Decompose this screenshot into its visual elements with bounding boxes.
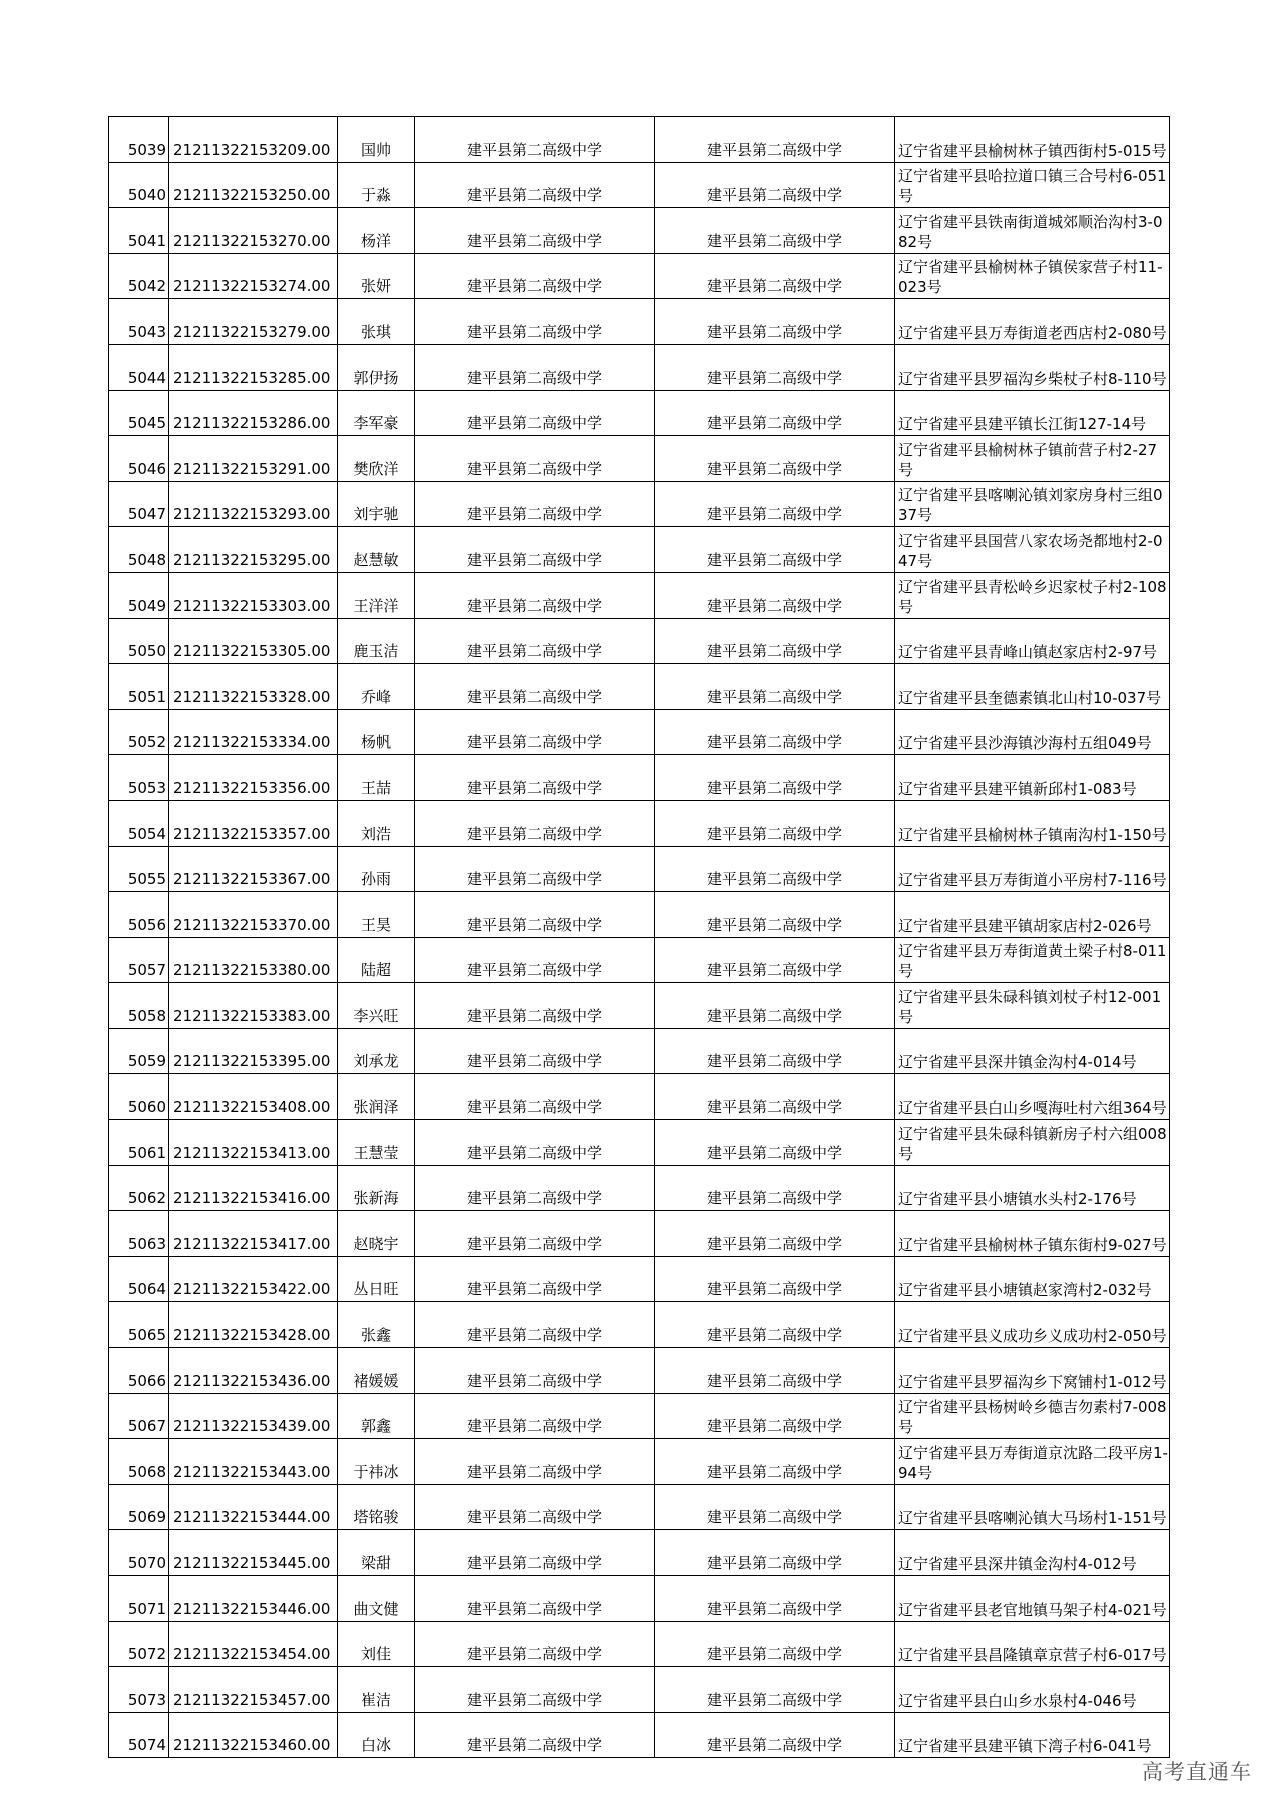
seq-number: 5066 <box>109 1348 169 1394</box>
school-name-secondary: 建平县第二高级中学 <box>655 1530 895 1576</box>
home-address: 辽宁省建平县深井镇金沟村4-014号 <box>895 1028 1170 1074</box>
candidate-id: 21211322153439.00 <box>169 1393 338 1439</box>
home-address: 辽宁省建平县建平镇长江街127-14号 <box>895 390 1170 436</box>
candidate-id: 21211322153286.00 <box>169 390 338 436</box>
student-name: 王喆 <box>338 755 415 801</box>
school-name: 建平县第二高级中学 <box>415 572 655 618</box>
school-name: 建平县第二高级中学 <box>415 1165 655 1211</box>
home-address: 辽宁省建平县榆树林子镇东街村9-027号 <box>895 1211 1170 1257</box>
home-address: 辽宁省建平县榆树林子镇侯家营子村11-023号 <box>895 253 1170 299</box>
table-row <box>109 755 1170 801</box>
school-name: 建平县第二高级中学 <box>415 1211 655 1257</box>
school-name: 建平县第二高级中学 <box>415 1302 655 1348</box>
school-name-secondary: 建平县第二高级中学 <box>655 1576 895 1622</box>
student-name: 乔峰 <box>338 664 415 710</box>
table-row <box>109 117 1170 163</box>
school-name: 建平县第二高级中学 <box>415 344 655 390</box>
student-name: 曲文健 <box>338 1576 415 1622</box>
student-name: 杨洋 <box>338 208 415 254</box>
school-name-secondary: 建平县第二高级中学 <box>655 162 895 208</box>
table-row <box>109 937 1170 983</box>
candidate-id: 21211322153428.00 <box>169 1302 338 1348</box>
seq-number: 5055 <box>109 846 169 892</box>
table-row <box>109 1074 1170 1120</box>
student-name: 国帅 <box>338 117 415 163</box>
home-address: 辽宁省建平县朱碌科镇新房子村六组008号 <box>895 1120 1170 1166</box>
table-row <box>109 299 1170 345</box>
school-name: 建平县第二高级中学 <box>415 117 655 163</box>
school-name: 建平县第二高级中学 <box>415 1074 655 1120</box>
school-name: 建平县第二高级中学 <box>415 892 655 938</box>
table-row <box>109 1621 1170 1667</box>
school-name-secondary: 建平县第二高级中学 <box>655 117 895 163</box>
candidate-id: 21211322153445.00 <box>169 1530 338 1576</box>
seq-number: 5061 <box>109 1120 169 1166</box>
school-name: 建平县第二高级中学 <box>415 1120 655 1166</box>
school-name: 建平县第二高级中学 <box>415 1393 655 1439</box>
school-name: 建平县第二高级中学 <box>415 436 655 482</box>
school-name-secondary: 建平县第二高级中学 <box>655 208 895 254</box>
school-name-secondary: 建平县第二高级中学 <box>655 344 895 390</box>
school-name-secondary: 建平县第二高级中学 <box>655 527 895 573</box>
home-address: 辽宁省建平县罗福沟乡下窝铺村1-012号 <box>895 1348 1170 1394</box>
home-address: 辽宁省建平县万寿街道小平房村7-116号 <box>895 846 1170 892</box>
table-row <box>109 527 1170 573</box>
student-name: 张润泽 <box>338 1074 415 1120</box>
home-address: 辽宁省建平县杨树岭乡德吉勿素村7-008号 <box>895 1393 1170 1439</box>
seq-number: 5065 <box>109 1302 169 1348</box>
home-address: 辽宁省建平县罗福沟乡柴杖子村8-110号 <box>895 344 1170 390</box>
seq-number: 5057 <box>109 937 169 983</box>
home-address: 辽宁省建平县建平镇下湾子村6-041号 <box>895 1712 1170 1758</box>
student-name: 褚媛媛 <box>338 1348 415 1394</box>
table-row <box>109 1484 1170 1530</box>
school-name: 建平县第二高级中学 <box>415 1484 655 1530</box>
student-name: 王昊 <box>338 892 415 938</box>
student-name: 杨帆 <box>338 709 415 755</box>
seq-number: 5069 <box>109 1484 169 1530</box>
school-name-secondary: 建平县第二高级中学 <box>655 755 895 801</box>
table-row <box>109 709 1170 755</box>
student-name: 刘宇驰 <box>338 481 415 527</box>
school-name-secondary: 建平县第二高级中学 <box>655 664 895 710</box>
school-name: 建平县第二高级中学 <box>415 664 655 710</box>
candidate-id: 21211322153328.00 <box>169 664 338 710</box>
home-address: 辽宁省建平县哈拉道口镇三合号村6-051号 <box>895 162 1170 208</box>
candidate-id: 21211322153370.00 <box>169 892 338 938</box>
student-name: 李军豪 <box>338 390 415 436</box>
home-address: 辽宁省建平县沙海镇沙海村五组049号 <box>895 709 1170 755</box>
school-name-secondary: 建平县第二高级中学 <box>655 1712 895 1758</box>
candidate-id: 21211322153408.00 <box>169 1074 338 1120</box>
school-name: 建平县第二高级中学 <box>415 390 655 436</box>
home-address: 辽宁省建平县国营八家农场尧都地村2-047号 <box>895 527 1170 573</box>
home-address: 辽宁省建平县万寿街道京沈路二段平房1-94号 <box>895 1439 1170 1485</box>
home-address: 辽宁省建平县喀喇沁镇大马场村1-151号 <box>895 1484 1170 1530</box>
candidate-id: 21211322153380.00 <box>169 937 338 983</box>
school-name: 建平县第二高级中学 <box>415 1712 655 1758</box>
candidate-id: 21211322153285.00 <box>169 344 338 390</box>
school-name-secondary: 建平县第二高级中学 <box>655 1256 895 1302</box>
student-name: 赵慧敏 <box>338 527 415 573</box>
student-name: 孙雨 <box>338 846 415 892</box>
school-name: 建平县第二高级中学 <box>415 709 655 755</box>
home-address: 辽宁省建平县万寿街道黄土梁子村8-011号 <box>895 937 1170 983</box>
candidate-id: 21211322153395.00 <box>169 1028 338 1074</box>
candidate-id: 21211322153250.00 <box>169 162 338 208</box>
table-row <box>109 1302 1170 1348</box>
school-name-secondary: 建平县第二高级中学 <box>655 800 895 846</box>
school-name: 建平县第二高级中学 <box>415 983 655 1029</box>
candidate-id: 21211322153446.00 <box>169 1576 338 1622</box>
school-name: 建平县第二高级中学 <box>415 846 655 892</box>
home-address: 辽宁省建平县小塘镇水头村2-176号 <box>895 1165 1170 1211</box>
candidate-id: 21211322153303.00 <box>169 572 338 618</box>
candidate-id: 21211322153357.00 <box>169 800 338 846</box>
student-name: 樊欣洋 <box>338 436 415 482</box>
student-name: 李兴旺 <box>338 983 415 1029</box>
school-name-secondary: 建平县第二高级中学 <box>655 1484 895 1530</box>
school-name-secondary: 建平县第二高级中学 <box>655 709 895 755</box>
seq-number: 5059 <box>109 1028 169 1074</box>
seq-number: 5050 <box>109 618 169 664</box>
student-name: 张鑫 <box>338 1302 415 1348</box>
school-name-secondary: 建平县第二高级中学 <box>655 618 895 664</box>
table-row <box>109 1530 1170 1576</box>
seq-number: 5062 <box>109 1165 169 1211</box>
table-row <box>109 983 1170 1029</box>
school-name-secondary: 建平县第二高级中学 <box>655 572 895 618</box>
candidate-id: 21211322153413.00 <box>169 1120 338 1166</box>
school-name: 建平县第二高级中学 <box>415 618 655 664</box>
candidate-id: 21211322153295.00 <box>169 527 338 573</box>
candidate-id: 21211322153291.00 <box>169 436 338 482</box>
candidate-id: 21211322153367.00 <box>169 846 338 892</box>
student-name: 陆超 <box>338 937 415 983</box>
seq-number: 5074 <box>109 1712 169 1758</box>
student-name: 于淼 <box>338 162 415 208</box>
seq-number: 5064 <box>109 1256 169 1302</box>
school-name-secondary: 建平县第二高级中学 <box>655 1211 895 1257</box>
school-name: 建平县第二高级中学 <box>415 1621 655 1667</box>
student-table <box>108 116 1170 1758</box>
student-name: 张新海 <box>338 1165 415 1211</box>
candidate-id: 21211322153443.00 <box>169 1439 338 1485</box>
school-name: 建平县第二高级中学 <box>415 800 655 846</box>
school-name-secondary: 建平县第二高级中学 <box>655 299 895 345</box>
home-address: 辽宁省建平县小塘镇赵家湾村2-032号 <box>895 1256 1170 1302</box>
school-name-secondary: 建平县第二高级中学 <box>655 481 895 527</box>
student-name: 鹿玉洁 <box>338 618 415 664</box>
candidate-id: 21211322153416.00 <box>169 1165 338 1211</box>
home-address: 辽宁省建平县万寿街道老西店村2-080号 <box>895 299 1170 345</box>
table-row <box>109 344 1170 390</box>
home-address: 辽宁省建平县青松岭乡迟家杖子村2-108号 <box>895 572 1170 618</box>
seq-number: 5053 <box>109 755 169 801</box>
school-name: 建平县第二高级中学 <box>415 208 655 254</box>
seq-number: 5046 <box>109 436 169 482</box>
table-row <box>109 1576 1170 1622</box>
table-row <box>109 846 1170 892</box>
table-row <box>109 481 1170 527</box>
table-row <box>109 1211 1170 1257</box>
school-name-secondary: 建平县第二高级中学 <box>655 983 895 1029</box>
school-name: 建平县第二高级中学 <box>415 299 655 345</box>
table-row <box>109 1120 1170 1166</box>
student-name: 王慧莹 <box>338 1120 415 1166</box>
seq-number: 5060 <box>109 1074 169 1120</box>
candidate-id: 21211322153454.00 <box>169 1621 338 1667</box>
seq-number: 5048 <box>109 527 169 573</box>
school-name-secondary: 建平县第二高级中学 <box>655 846 895 892</box>
school-name-secondary: 建平县第二高级中学 <box>655 892 895 938</box>
candidate-id: 21211322153460.00 <box>169 1712 338 1758</box>
school-name: 建平县第二高级中学 <box>415 1256 655 1302</box>
table-row <box>109 253 1170 299</box>
student-name: 崔洁 <box>338 1667 415 1713</box>
student-name: 刘承龙 <box>338 1028 415 1074</box>
candidate-id: 21211322153334.00 <box>169 709 338 755</box>
student-name: 郭伊扬 <box>338 344 415 390</box>
candidate-id: 21211322153305.00 <box>169 618 338 664</box>
table-row <box>109 618 1170 664</box>
candidate-id: 21211322153279.00 <box>169 299 338 345</box>
home-address: 辽宁省建平县朱碌科镇刘杖子村12-001号 <box>895 983 1170 1029</box>
candidate-id: 21211322153457.00 <box>169 1667 338 1713</box>
student-name: 郭鑫 <box>338 1393 415 1439</box>
student-name: 丛日旺 <box>338 1256 415 1302</box>
home-address: 辽宁省建平县老官地镇马架子村4-021号 <box>895 1576 1170 1622</box>
table-row <box>109 572 1170 618</box>
seq-number: 5051 <box>109 664 169 710</box>
seq-number: 5039 <box>109 117 169 163</box>
seq-number: 5067 <box>109 1393 169 1439</box>
table-row <box>109 162 1170 208</box>
school-name-secondary: 建平县第二高级中学 <box>655 1074 895 1120</box>
school-name: 建平县第二高级中学 <box>415 1576 655 1622</box>
seq-number: 5044 <box>109 344 169 390</box>
table-row <box>109 436 1170 482</box>
table-row <box>109 892 1170 938</box>
home-address: 辽宁省建平县奎德素镇北山村10-037号 <box>895 664 1170 710</box>
school-name: 建平县第二高级中学 <box>415 937 655 983</box>
candidate-id: 21211322153436.00 <box>169 1348 338 1394</box>
table-row <box>109 1165 1170 1211</box>
school-name: 建平县第二高级中学 <box>415 162 655 208</box>
school-name-secondary: 建平县第二高级中学 <box>655 390 895 436</box>
candidate-id: 21211322153417.00 <box>169 1211 338 1257</box>
seq-number: 5072 <box>109 1621 169 1667</box>
seq-number: 5068 <box>109 1439 169 1485</box>
school-name-secondary: 建平县第二高级中学 <box>655 1302 895 1348</box>
seq-number: 5040 <box>109 162 169 208</box>
candidate-id: 21211322153270.00 <box>169 208 338 254</box>
school-name-secondary: 建平县第二高级中学 <box>655 937 895 983</box>
school-name: 建平县第二高级中学 <box>415 527 655 573</box>
school-name-secondary: 建平县第二高级中学 <box>655 1028 895 1074</box>
school-name: 建平县第二高级中学 <box>415 1530 655 1576</box>
school-name: 建平县第二高级中学 <box>415 1028 655 1074</box>
seq-number: 5073 <box>109 1667 169 1713</box>
seq-number: 5042 <box>109 253 169 299</box>
school-name: 建平县第二高级中学 <box>415 253 655 299</box>
student-name: 塔铭骏 <box>338 1484 415 1530</box>
watermark: 高考直通车 <box>1142 1760 1252 1784</box>
home-address: 辽宁省建平县义成功乡义成功村2-050号 <box>895 1302 1170 1348</box>
seq-number: 5063 <box>109 1211 169 1257</box>
school-name: 建平县第二高级中学 <box>415 1667 655 1713</box>
seq-number: 5045 <box>109 390 169 436</box>
home-address: 辽宁省建平县喀喇沁镇刘家房身村三组037号 <box>895 481 1170 527</box>
candidate-id: 21211322153444.00 <box>169 1484 338 1530</box>
seq-number: 5056 <box>109 892 169 938</box>
school-name-secondary: 建平县第二高级中学 <box>655 1667 895 1713</box>
school-name: 建平县第二高级中学 <box>415 1348 655 1394</box>
student-name: 刘佳 <box>338 1621 415 1667</box>
home-address: 辽宁省建平县铁南街道城郊顺治沟村3-082号 <box>895 208 1170 254</box>
student-name: 王洋洋 <box>338 572 415 618</box>
table-row <box>109 1348 1170 1394</box>
student-name: 梁甜 <box>338 1530 415 1576</box>
seq-number: 5058 <box>109 983 169 1029</box>
school-name-secondary: 建平县第二高级中学 <box>655 1120 895 1166</box>
school-name: 建平县第二高级中学 <box>415 755 655 801</box>
seq-number: 5043 <box>109 299 169 345</box>
student-name: 张琪 <box>338 299 415 345</box>
home-address: 辽宁省建平县榆树林子镇前营子村2-27号 <box>895 436 1170 482</box>
school-name-secondary: 建平县第二高级中学 <box>655 1165 895 1211</box>
seq-number: 5052 <box>109 709 169 755</box>
table-row <box>109 664 1170 710</box>
home-address: 辽宁省建平县深井镇金沟村4-012号 <box>895 1530 1170 1576</box>
candidate-id: 21211322153274.00 <box>169 253 338 299</box>
school-name-secondary: 建平县第二高级中学 <box>655 1348 895 1394</box>
home-address: 辽宁省建平县白山乡嘎海吐村六组364号 <box>895 1074 1170 1120</box>
table-row <box>109 1712 1170 1758</box>
student-name: 赵晓宇 <box>338 1211 415 1257</box>
home-address: 辽宁省建平县昌隆镇章京营子村6-017号 <box>895 1621 1170 1667</box>
table-row <box>109 1667 1170 1713</box>
table-row <box>109 1028 1170 1074</box>
candidate-id: 21211322153293.00 <box>169 481 338 527</box>
home-address: 辽宁省建平县建平镇胡家店村2-026号 <box>895 892 1170 938</box>
school-name-secondary: 建平县第二高级中学 <box>655 436 895 482</box>
table-row <box>109 390 1170 436</box>
candidate-id: 21211322153383.00 <box>169 983 338 1029</box>
table-row <box>109 800 1170 846</box>
home-address: 辽宁省建平县青峰山镇赵家店村2-97号 <box>895 618 1170 664</box>
table-row <box>109 1393 1170 1439</box>
table-row <box>109 1256 1170 1302</box>
table-row <box>109 1439 1170 1485</box>
seq-number: 5071 <box>109 1576 169 1622</box>
seq-number: 5041 <box>109 208 169 254</box>
home-address: 辽宁省建平县榆树林子镇南沟村1-150号 <box>895 800 1170 846</box>
candidate-id: 21211322153356.00 <box>169 755 338 801</box>
home-address: 辽宁省建平县建平镇新邱村1-083号 <box>895 755 1170 801</box>
school-name-secondary: 建平县第二高级中学 <box>655 1621 895 1667</box>
candidate-id: 21211322153422.00 <box>169 1256 338 1302</box>
candidate-id: 21211322153209.00 <box>169 117 338 163</box>
seq-number: 5070 <box>109 1530 169 1576</box>
school-name: 建平县第二高级中学 <box>415 1439 655 1485</box>
seq-number: 5054 <box>109 800 169 846</box>
student-name: 刘浩 <box>338 800 415 846</box>
table-row <box>109 208 1170 254</box>
school-name: 建平县第二高级中学 <box>415 481 655 527</box>
school-name-secondary: 建平县第二高级中学 <box>655 253 895 299</box>
school-name-secondary: 建平县第二高级中学 <box>655 1439 895 1485</box>
home-address: 辽宁省建平县白山乡水泉村4-046号 <box>895 1667 1170 1713</box>
seq-number: 5047 <box>109 481 169 527</box>
school-name-secondary: 建平县第二高级中学 <box>655 1393 895 1439</box>
home-address: 辽宁省建平县榆树林子镇西街村5-015号 <box>895 117 1170 163</box>
student-name: 张妍 <box>338 253 415 299</box>
student-name: 白冰 <box>338 1712 415 1758</box>
seq-number: 5049 <box>109 572 169 618</box>
table-body <box>109 117 1170 1758</box>
student-name: 于祎冰 <box>338 1439 415 1485</box>
